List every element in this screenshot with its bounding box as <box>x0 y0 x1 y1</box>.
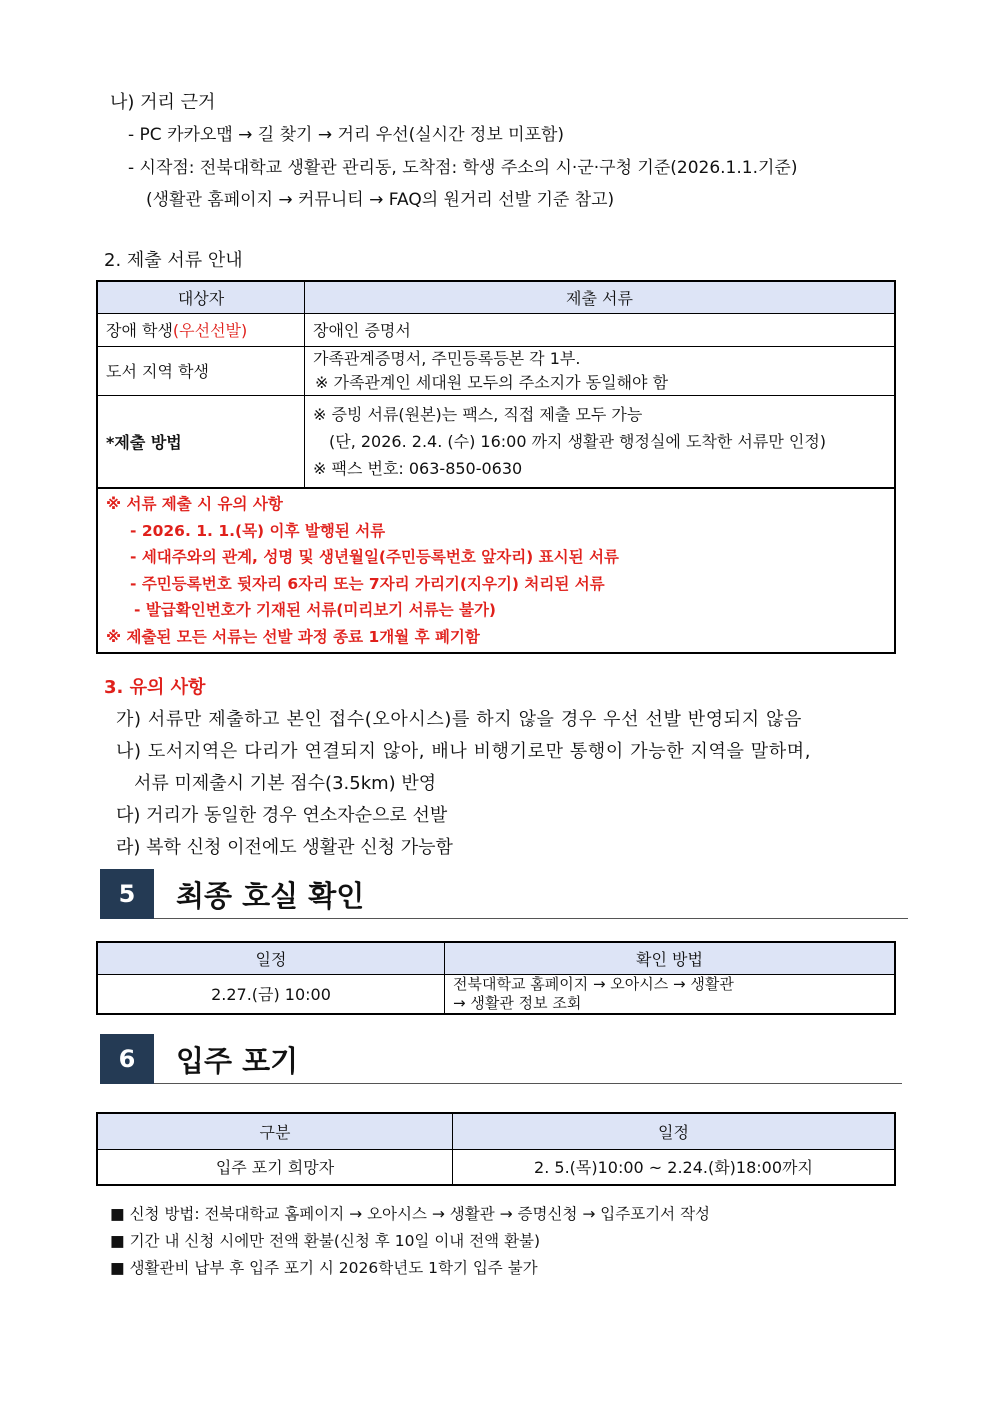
row-island-docs <box>305 346 896 395</box>
section-number: 5 <box>100 869 154 919</box>
col-schedule-header: 일정 <box>97 942 445 974</box>
cancel-category: 입주 포기 희망자 <box>97 1149 453 1185</box>
section-divider <box>154 918 908 919</box>
row-island-target: 도서 지역 학생 <box>97 346 305 395</box>
note-item: 라) 복학 신청 이전에도 생활관 신청 가능함 <box>116 837 453 858</box>
section-5-header <box>100 869 908 919</box>
room-check-method <box>445 974 896 1014</box>
priority-badge: (우선선발) <box>172 321 248 340</box>
col-target-header: 대상자 <box>97 281 305 313</box>
cautions-box <box>97 488 895 653</box>
method-line: 전북대학교 홈페이지 → 오아시스 → 생활관 <box>453 974 734 993</box>
caution-footer: ※ 제출된 모든 서류는 선발 과정 종료 1개월 후 폐기함 <box>106 627 480 646</box>
distance-basis-line: - 시작점: 전북대학교 생활관 관리동, 도착점: 학생 주소의 시·군·구청 기준(2026.1.1.기준) <box>128 158 798 178</box>
note-item: 나) 도서지역은 다리가 연결되지 않아, 배나 비행기로만 통행이 가능한 지역을 말하며, <box>116 741 812 762</box>
move-in-cancel-table <box>96 1112 896 1186</box>
caution-item: - 세대주와의 관계, 성명 및 생년월일(주민등록번호 앞자리) 표시된 서류 <box>130 548 619 567</box>
doc-line: ※ 증빙 서류(원본)는 팩스, 직접 제출 모두 가능 <box>313 404 643 424</box>
col-method-header: 확인 방법 <box>445 942 896 974</box>
section-divider <box>154 1083 902 1084</box>
room-check-table <box>96 941 896 1015</box>
bullet-item: ■ 기간 내 신청 시에만 전액 환불(신청 후 10일 이내 전액 환불) <box>110 1232 541 1250</box>
cancel-schedule: 2. 5.(목)10:00 ~ 2.24.(화)18:00까지 <box>453 1149 896 1185</box>
notes-heading: 3. 유의 사항 <box>104 677 206 698</box>
col-schedule-header: 일정 <box>453 1113 896 1149</box>
fax-number: ※ 팩스 번호: 063-850-0630 <box>313 458 523 478</box>
row-disabled-docs: 장애인 증명서 <box>305 313 896 346</box>
documents-table <box>96 280 896 654</box>
target-label: 장애 학생 <box>106 321 173 340</box>
caution-item: - 주민등록번호 뒷자리 6자리 또는 7자리 가리기(지우기) 처리된 서류 <box>130 574 605 593</box>
submission-method-docs <box>305 395 896 488</box>
section-title: 최종 호실 확인 <box>176 879 365 913</box>
doc-line: 가족관계증명서, 주민등록등본 각 1부. <box>313 348 581 368</box>
distance-basis-heading: 나) 거리 근거 <box>110 92 216 113</box>
note-item: 가) 서류만 제출하고 본인 접수(오아시스)를 하지 않을 경우 우선 선발 반영되지 않음 <box>116 709 803 730</box>
documents-heading: 2. 제출 서류 안내 <box>104 250 243 271</box>
col-docs-header: 제출 서류 <box>305 281 896 313</box>
submission-method-label: *제출 방법 <box>97 395 305 488</box>
section-number: 6 <box>100 1034 154 1084</box>
distance-basis-line: (생활관 홈페이지 → 커뮤니티 → FAQ의 원거리 선발 기준 참고) <box>146 190 615 210</box>
room-check-schedule: 2.27.(금) 10:00 <box>97 974 445 1014</box>
distance-basis-line: - PC 카카오맵 → 길 찾기 → 거리 우선(실시간 정보 미포함) <box>128 125 565 145</box>
col-category-header: 구분 <box>97 1113 453 1149</box>
caution-item: - 발급확인번호가 기재된 서류(미리보기 서류는 불가) <box>134 601 497 620</box>
bullet-item: ■ 신청 방법: 전북대학교 홈페이지 → 오아시스 → 생활관 → 증명신청 → 입주포기서 작성 <box>110 1205 711 1223</box>
section-title: 입주 포기 <box>176 1044 299 1078</box>
note-item: 다) 거리가 동일한 경우 연소자순으로 선발 <box>116 805 448 826</box>
section-6-header <box>100 1034 902 1084</box>
doc-line: (단, 2026. 2.4. (수) 16:00 까지 생활관 행정실에 도착한 서류만 인정) <box>329 431 827 451</box>
doc-line: ※ 가족관계인 세대원 모두의 주소지가 동일해야 함 <box>315 372 669 392</box>
caution-item: - 2026. 1. 1.(목) 이후 발행된 서류 <box>130 521 386 540</box>
caution-heading: ※ 서류 제출 시 유의 사항 <box>106 495 283 513</box>
bullet-item: ■ 생활관비 납부 후 입주 포기 시 2026학년도 1학기 입주 불가 <box>110 1259 538 1277</box>
method-line: → 생활관 정보 조회 <box>453 993 582 1012</box>
row-disabled-target <box>97 313 305 346</box>
note-item: 서류 미제출시 기본 점수(3.5km) 반영 <box>134 773 437 794</box>
